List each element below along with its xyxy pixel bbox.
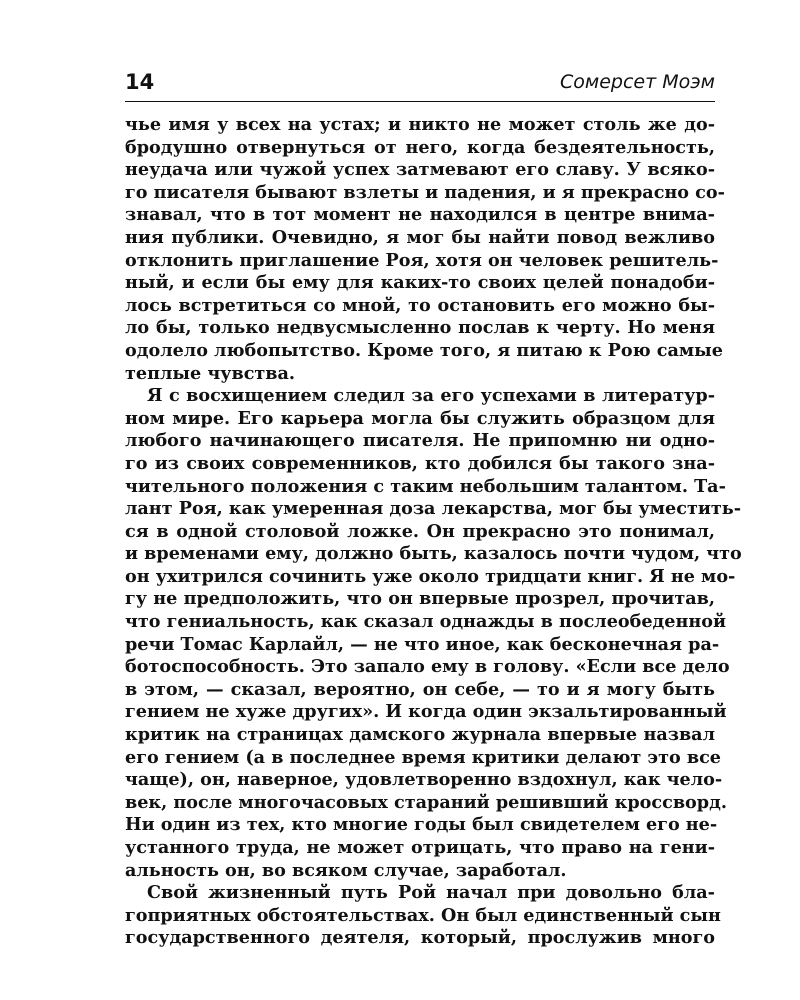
text-line: любого начинающего писателя. Не припомню ни одно-	[125, 430, 715, 452]
text-line: знавал, что в тот момент не находился в центре внима-	[125, 204, 715, 226]
text-line: альность он, во всяком случае, заработал.	[125, 859, 567, 881]
text-line: ло бы, только недвусмысленно послав к черту. Но меня	[125, 317, 715, 339]
text-line: и временами ему, должно быть, казалось почти чудом, что	[125, 543, 742, 565]
text-line: речи Томас Карлайл, — не что иное, как бесконечная ра-	[125, 633, 720, 655]
text-line: го из своих современников, кто добился бы такого зна-	[125, 452, 715, 474]
text-line: Свой жизненный путь Рой начал при довольно бла-	[147, 882, 715, 904]
text-line: в этом, — сказал, вероятно, он себе, — то и я могу быть	[125, 678, 715, 700]
text-line: ном мире. Его карьера могла бы служить образцом для	[125, 407, 715, 429]
text-line: критик на страницах дамского журнала впервые назвал	[125, 724, 715, 746]
text-line: неудача или чужой успех затмевают его славу. У всяко-	[125, 159, 715, 181]
text-line: ботоспособность. Это запало ему в голову. «Если все дело	[125, 656, 730, 678]
text-line: чаще), он, наверное, удовлетворенно вздохнул, как чело-	[125, 769, 723, 791]
text-line: ся в одной столовой ложке. Он прекрасно это понимал,	[125, 520, 715, 542]
text-line: го писателя бывают взлеты и падения, и я прекрасно со-	[125, 181, 725, 203]
text-line: гением не хуже других». И когда один экзальтированный	[125, 701, 727, 723]
page-number: 14	[125, 70, 155, 94]
text-line: лант Роя, как умеренная доза лекарства, мог бы уместить-	[125, 498, 742, 520]
text-line: Ни один из тех, кто многие годы был свидетелем его не-	[125, 814, 718, 836]
page-header	[125, 68, 715, 98]
text-line: чье имя у всех на устах; и никто не может столь же до-	[125, 114, 715, 135]
text-line: он ухитрился сочинить уже около тридцати книг. Я не мо-	[125, 565, 736, 587]
header-rule	[125, 101, 715, 102]
text-line: отклонить приглашение Роя, хотя он человек решитель-	[125, 249, 719, 271]
text-line: теплые чувства.	[125, 362, 296, 384]
text-line: государственного деятеля, который, прослужив много	[125, 927, 715, 949]
text-line: что гениальность, как сказал однажды в послеобеденной	[125, 611, 727, 633]
text-line: ния публики. Очевидно, я мог бы найти повод вежливо	[125, 226, 715, 248]
text-line: бродушно отвернуться от него, когда бездеятельность,	[125, 136, 715, 158]
text-line: гу не предположить, что он впервые прозрел, прочитав,	[125, 588, 715, 610]
text-line: лось встретиться со мной, то остановить его можно бы-	[125, 294, 715, 316]
text-line: гоприятных обстоятельствах. Он был единственный сын	[125, 904, 721, 926]
text-line: одолело любопытство. Кроме того, я питаю к Рою самые	[125, 339, 723, 361]
text-line: чительного положения с таким небольшим талантом. Та-	[125, 475, 726, 497]
running-head: Сомерсет Моэм	[560, 71, 715, 93]
text-line: Я с восхищением следил за его успехами в литератур-	[147, 385, 715, 407]
text-line: устанного труда, не может отрицать, что право на гени-	[125, 837, 715, 858]
text-line: его гением (а в последнее время критики делают это все	[125, 746, 721, 768]
text-line: век, после многочасовых стараний решивший кроссворд.	[125, 791, 727, 813]
body-text	[125, 114, 742, 950]
text-line: ный, и если бы ему для каких-то своих целей понадоби-	[125, 272, 715, 294]
